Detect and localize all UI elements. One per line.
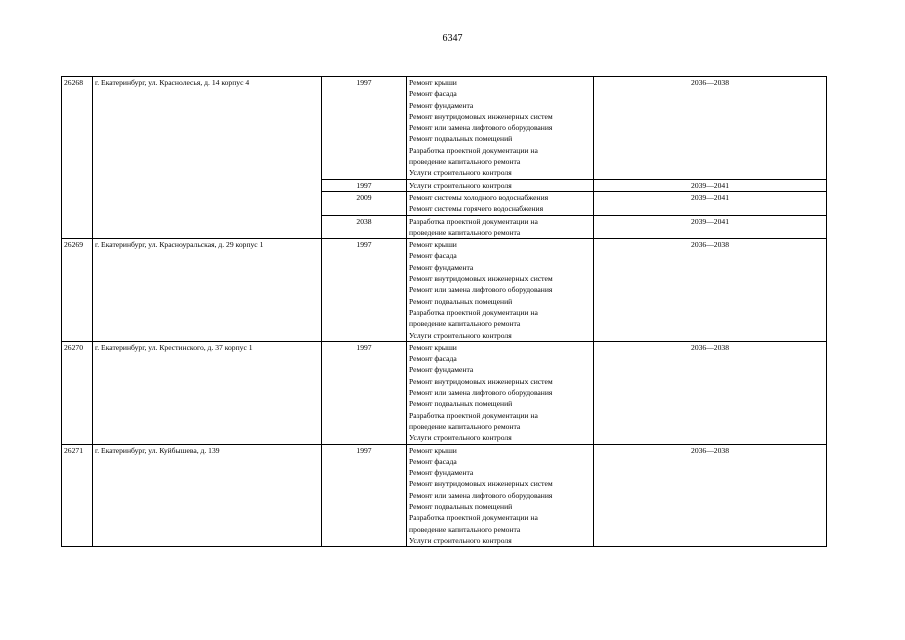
address-cell: г. Екатеринбург, ул. Крестинского, д. 37 корпус 1	[93, 341, 322, 444]
house-id-cell: 26269	[62, 239, 93, 342]
work-item: Разработка проектной документации на	[409, 145, 538, 155]
work-item: проведение капитального ремонта	[409, 421, 521, 431]
year-cell: 1997	[322, 444, 407, 547]
works-cell	[407, 179, 594, 191]
house-id-cell: 26271	[62, 444, 93, 547]
work-item: Ремонт фундамента	[409, 262, 474, 272]
work-item: Ремонт или замена лифтового оборудования	[409, 123, 553, 133]
work-item: Ремонт фундамента	[409, 100, 474, 110]
address-cell: г. Екатеринбург, ул. Краснолесья, д. 14 корпус 4	[93, 77, 322, 239]
period-cell: 2036—2038	[594, 444, 827, 547]
work-item: Услуги строительного контроля	[409, 433, 512, 443]
works-cell	[407, 239, 594, 342]
works-cell	[407, 341, 594, 444]
year-cell: 1997	[322, 239, 407, 342]
works-cell	[407, 215, 594, 239]
year-cell: 1997	[322, 77, 407, 180]
work-item: проведение капитального ремонта	[409, 319, 521, 329]
house-id-cell: 26270	[62, 341, 93, 444]
work-item: Ремонт или замена лифтового оборудования	[409, 490, 553, 500]
work-item: Ремонт фасада	[409, 456, 457, 466]
work-item: Ремонт фасада	[409, 251, 457, 261]
work-item: Ремонт фундамента	[409, 468, 474, 478]
work-item: проведение капитального ремонта	[409, 524, 521, 534]
repair-schedule-table	[61, 76, 827, 547]
work-item: Ремонт фасада	[409, 354, 457, 364]
work-item: проведение капитального ремонта	[409, 157, 521, 167]
work-item: Ремонт фасада	[409, 89, 457, 99]
period-cell: 2039—2041	[594, 191, 827, 215]
period-cell: 2039—2041	[594, 179, 827, 191]
work-item: Ремонт системы горячего водоснабжения	[409, 204, 544, 214]
address-cell: г. Екатеринбург, ул. Куйбышева, д. 139	[93, 444, 322, 547]
work-item: Ремонт внутридомовых инженерных систем	[409, 479, 553, 489]
year-cell: 1997	[322, 341, 407, 444]
year-cell: 2038	[322, 215, 407, 239]
table-row	[62, 341, 827, 444]
year-cell: 2009	[322, 191, 407, 215]
repair-schedule-body	[62, 77, 827, 547]
work-item: Ремонт или замена лифтового оборудования	[409, 285, 553, 295]
work-item: Ремонт фундамента	[409, 365, 474, 375]
table-row	[62, 77, 827, 180]
work-item: Услуги строительного контроля	[409, 168, 512, 178]
work-item: Ремонт подвальных помещений	[409, 296, 513, 306]
work-item: Услуги строительного контроля	[409, 535, 512, 545]
work-item: Разработка проектной документации на	[409, 410, 538, 420]
work-item: Ремонт внутридомовых инженерных систем	[409, 376, 553, 386]
work-item: Ремонт подвальных помещений	[409, 134, 513, 144]
year-cell: 1997	[322, 179, 407, 191]
work-item: Ремонт подвальных помещений	[409, 399, 513, 409]
work-item: проведение капитального ремонта	[409, 227, 521, 237]
works-cell	[407, 444, 594, 547]
work-item: Услуги строительного контроля	[409, 330, 512, 340]
work-item: Разработка проектной документации на	[409, 216, 538, 226]
work-item: Ремонт внутридомовых инженерных систем	[409, 111, 553, 121]
work-item: Разработка проектной документации на	[409, 307, 538, 317]
work-item: Разработка проектной документации на	[409, 513, 538, 523]
work-item: Услуги строительного контроля	[409, 180, 512, 190]
work-item: Ремонт подвальных помещений	[409, 501, 513, 511]
work-item: Ремонт крыши	[409, 342, 457, 352]
period-cell: 2036—2038	[594, 77, 827, 180]
works-cell	[407, 77, 594, 180]
work-item: Ремонт крыши	[409, 240, 457, 250]
address-cell: г. Екатеринбург, ул. Красноуральская, д. 29 корпус 1	[93, 239, 322, 342]
work-item: Ремонт системы холодного водоснабжения	[409, 192, 549, 202]
period-cell: 2039—2041	[594, 215, 827, 239]
house-id-cell: 26268	[62, 77, 93, 239]
period-cell: 2036—2038	[594, 239, 827, 342]
work-item: Ремонт крыши	[409, 78, 457, 87]
works-cell	[407, 191, 594, 215]
work-item: Ремонт внутридомовых инженерных систем	[409, 274, 553, 284]
work-item: Ремонт или замена лифтового оборудования	[409, 388, 553, 398]
work-item: Ремонт крыши	[409, 445, 457, 455]
table-row	[62, 239, 827, 342]
table-row	[62, 444, 827, 547]
page-number: 6347	[442, 33, 463, 44]
period-cell: 2036—2038	[594, 341, 827, 444]
